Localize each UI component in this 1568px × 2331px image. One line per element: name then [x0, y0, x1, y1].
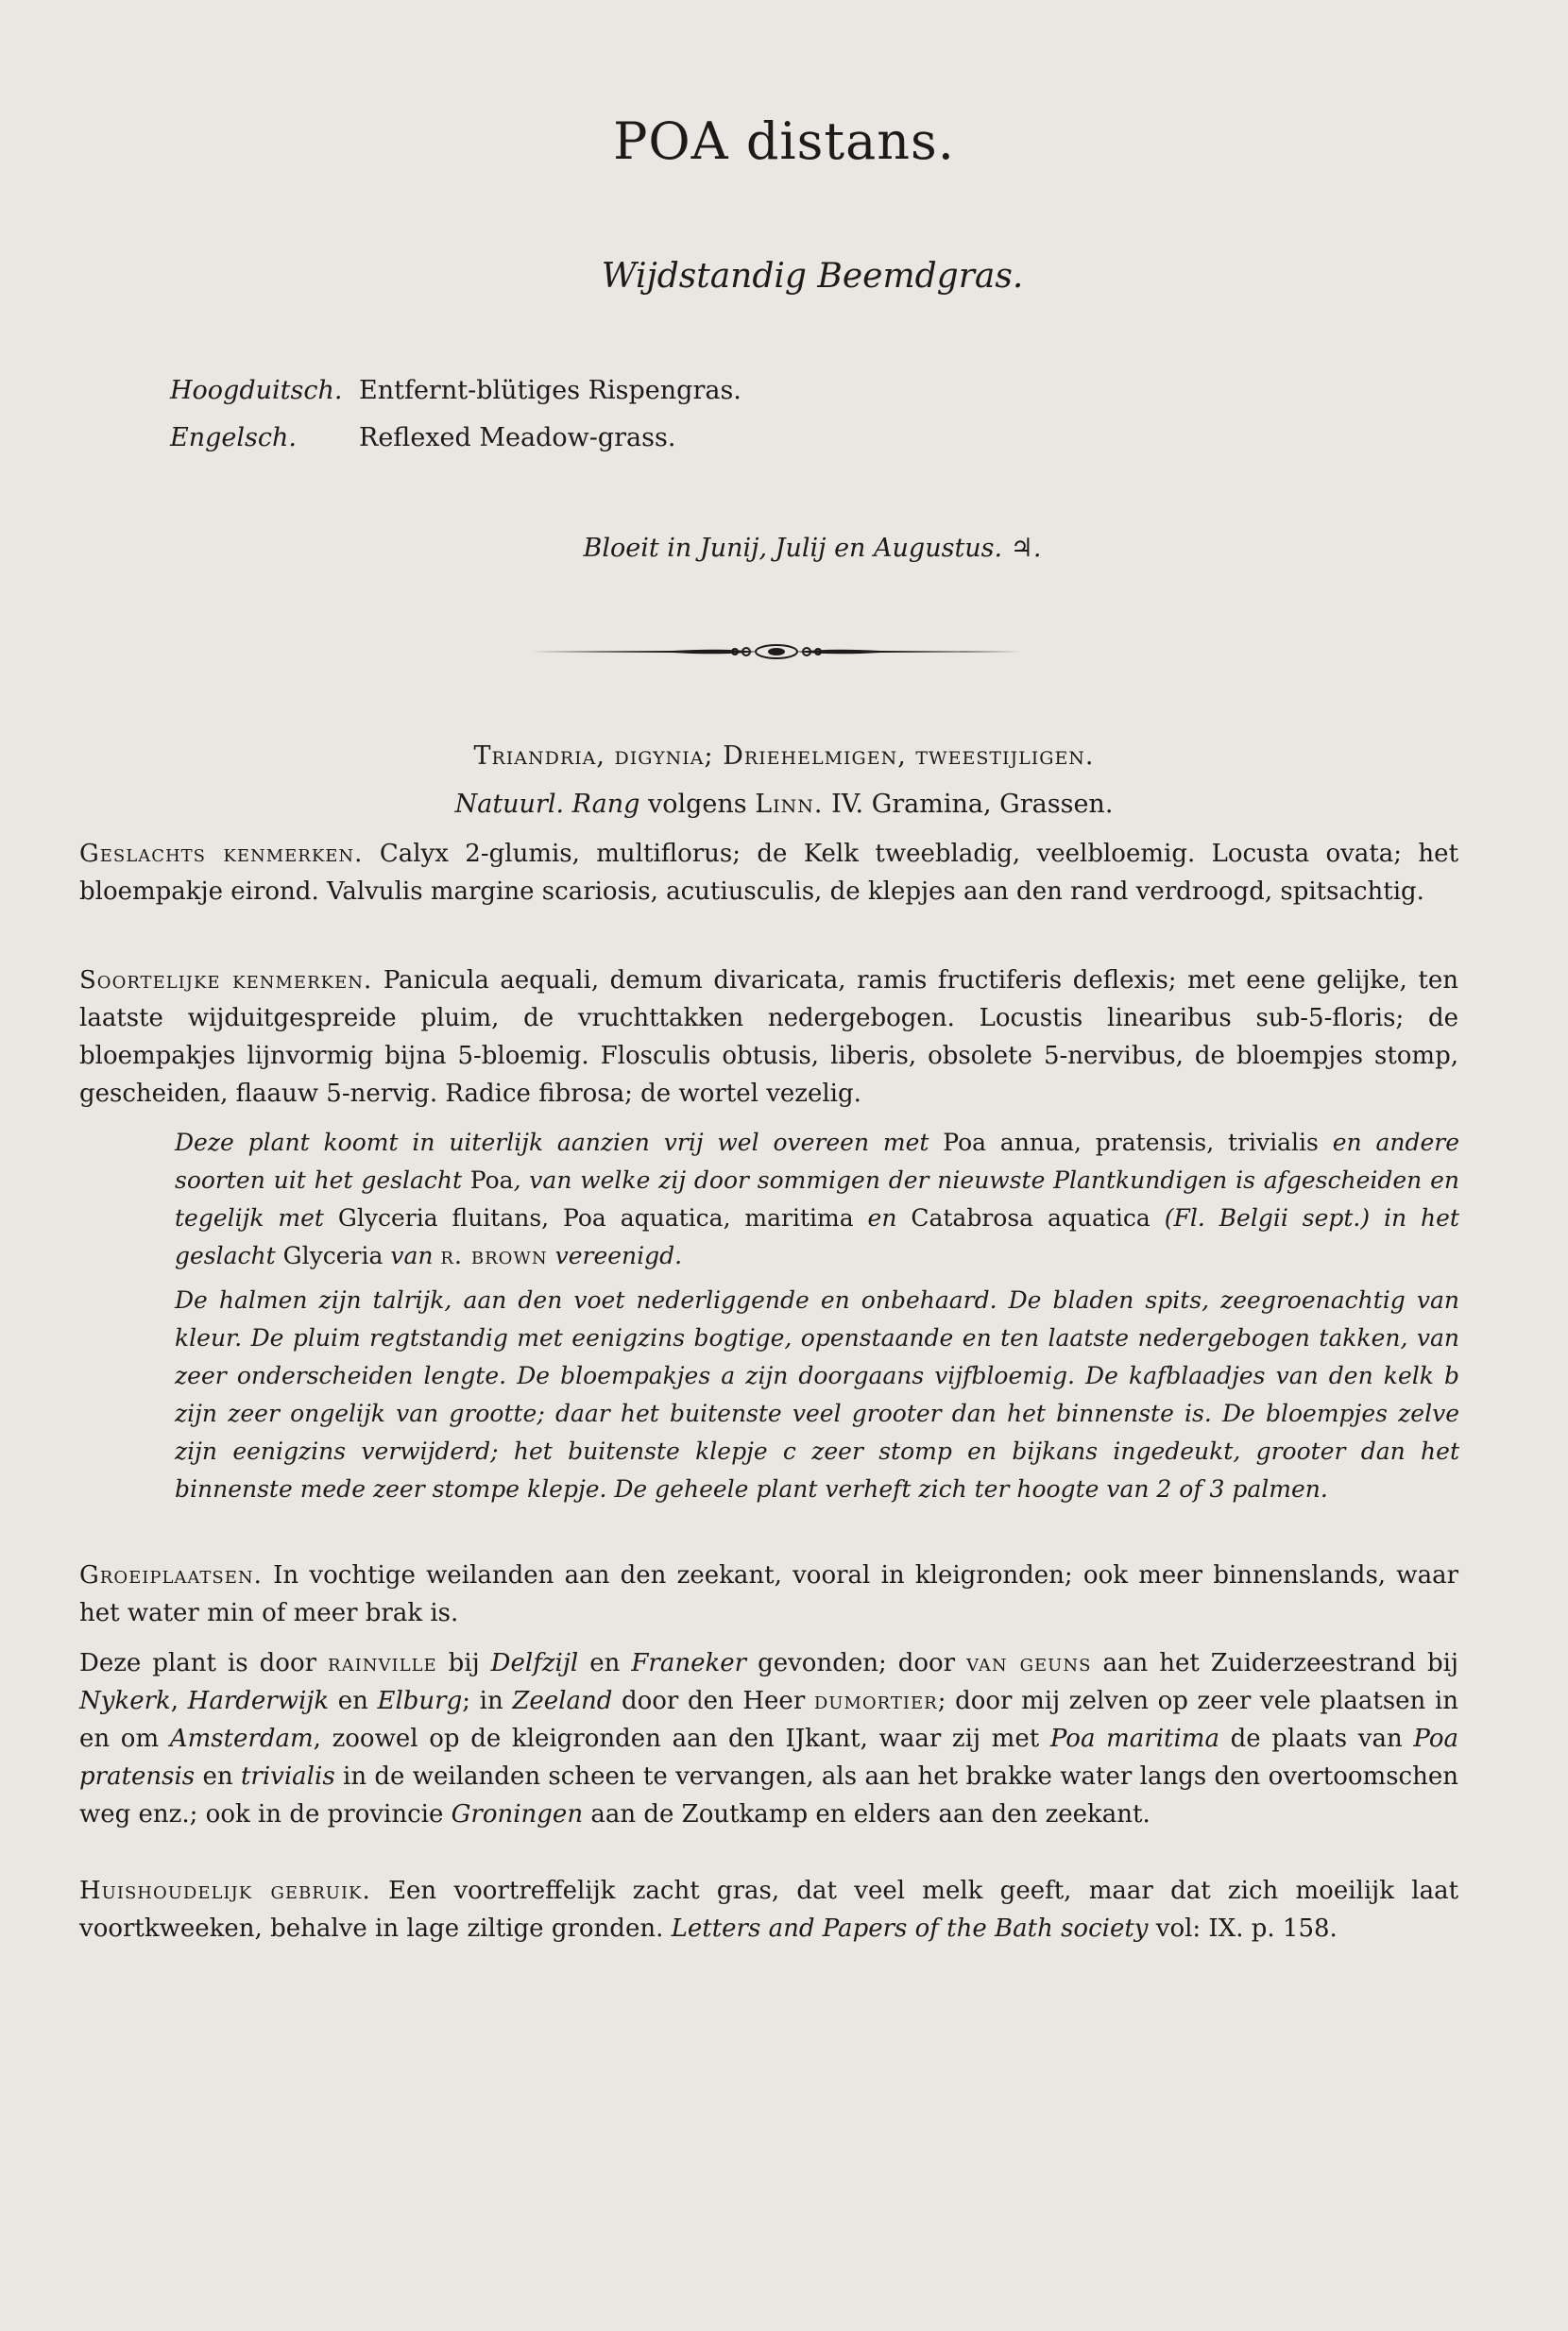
vernacular-english [170, 423, 675, 452]
genus-characters [79, 835, 1458, 910]
description-paragraph: De halmen zijn talrijk, aan den voet nederliggende en onbehaard. De bladen spits, zeegroenachtig van kleur. De pluim regtstandig met eenigzins bogtige, openstaande en ten laatste nedergebogen takken, van zeer onderscheiden lengte. De bloempakjes a zijn doorgaans vijfbloemig. De kafblaadjes van den kelk b zijn zeer ongelijk van grootte; daar het buitenste veel grooter dan het binnenste is. De bloempjes zelve zijn eenigzins verwijderd; het buitenste klepje c zeer stomp en bijkans ingedeukt, grooter dan het binnenste mede zeer stompe klepje. De geheele plant verheft zich ter hoogte van 2 of 3 palmen. [175, 1286, 1459, 1503]
note-paragraph: Deze plant koomt in uiterlijk aanzien vrij wel overeen met Poa annua, pratensis, trivialis en andere soorten uit het geslacht Poa, van welke zij door sommigen der nieuwste Plantkundigen is afgescheiden en tegelijk met Glyceria fluitans, Poa aquatica, maritima en Catabrosa aquatica (Fl. Belgii sept.) in het geslacht Glyceria van r. brown vereenigd. [175, 1129, 1459, 1269]
section-label: Huishoudelijk gebruik. [79, 1877, 371, 1905]
habitat [79, 1557, 1458, 1632]
species-characters [79, 961, 1458, 1113]
classification-line: Triandria, digynia; Driehelmigen, tweestijligen. [473, 741, 1095, 771]
vernacular-german [170, 376, 741, 405]
rank-label: Natuurl. Rang [454, 790, 640, 819]
author-name: Linn. [755, 790, 824, 819]
language-label: Engelsch. [170, 423, 297, 452]
language-label: Hoogduitsch. [170, 376, 343, 405]
rank-group: IV. Gramina, Grassen. [831, 790, 1114, 819]
page-title: POA distans. [613, 111, 955, 171]
vernacular-name: Entfernt-blütiges Rispengras. [359, 376, 741, 405]
vernacular-name: Reflexed Meadow-grass. [359, 423, 676, 452]
localities-paragraph: Deze plant is door rainville bij Delfzijl en Franeker gevonden; door van geuns aan het Zuiderzeestrand bij Nykerk, Harderwijk en Elburg; in Zeeland door den Heer dumortier; door mij zelven op zeer vele plaatsen in en om Amsterdam, zoowel op de kleigronden aan den IJkant, waar zij met Poa maritima de plaats van Poa pratensis en trivialis in de weilanden scheen te vervangen, als aan het brakke water langs den overtoomschen weg enz.; ook in de provincie Groningen aan de Zoutkamp en elders aan den zeekant. [79, 1649, 1458, 1829]
natural-rank-line [0, 790, 1568, 819]
reference-volume: vol: IX. p. 158. [1148, 1914, 1338, 1943]
section-text: Panicula aequali, demum divaricata, ramis fructiferis deflexis; met eene gelijke, ten laatste wijduitgespreide pluim, de vruchttakken nedergebogen. Locustis linearibus sub-5-floris; de bloempakjes lijnvormig bijna 5-bloemig. Flosculis obtusis, liberis, obsolete 5-nervibus, de bloempjes stomp, gescheiden, flaauw 5-nervig. Radice fibrosa; de wortel vezelig. [79, 966, 1458, 1108]
flowering-period: Bloeit in Junij, Julij en Augustus. ♃. [583, 534, 1042, 563]
reference-title: Letters and Papers of the Bath society [671, 1914, 1149, 1943]
household-use [79, 1872, 1458, 1948]
rank-text: volgens [647, 790, 747, 819]
section-text: Calyx 2-glumis, multiflorus; de Kelk tweebladig, veelbloemig. Locusta ovata; het bloempakje eirond. Valvulis margine scariosis, acutiusculis, de klepjes aan den rand verdroogd, spitsachtig. [79, 840, 1459, 906]
section-label: Soortelijke kenmerken. [79, 966, 373, 995]
section-label: Geslachts kenmerken. [79, 840, 364, 868]
dutch-name: Wijdstandig Beemdgras. [601, 257, 1024, 296]
ornament-divider [531, 633, 1022, 671]
section-text: In vochtige weilanden aan den zeekant, vooral in kleigronden; ook meer binnenslands, waar het water min of meer brak is. [79, 1561, 1458, 1627]
section-text: Een voortreffelijk zacht gras, dat veel melk geeft, maar dat zich moeilijk laat voortkweeken, behalve in lage ziltige gronden. [79, 1877, 1459, 1943]
section-label: Groeiplaatsen. [79, 1561, 263, 1590]
